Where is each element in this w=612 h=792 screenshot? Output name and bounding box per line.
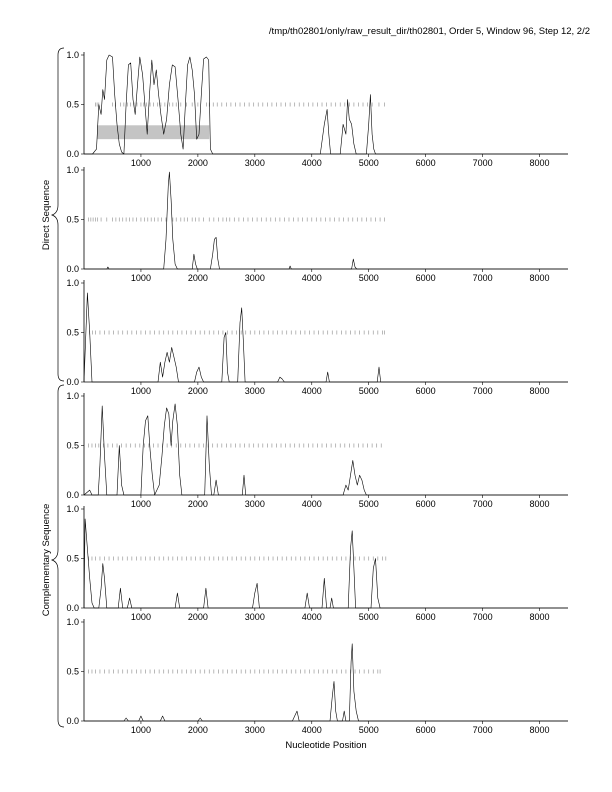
x-tick-label: 7000 — [472, 499, 493, 509]
x-tick-label: 3000 — [244, 499, 265, 509]
y-tick-label: 0.5 — [66, 440, 79, 451]
y-tick-label: 1.0 — [66, 391, 79, 401]
x-tick-label: 3000 — [244, 386, 265, 396]
x-tick-label: 3000 — [244, 612, 265, 622]
panel-3 — [66, 278, 568, 396]
x-tick-label: 5000 — [358, 386, 379, 396]
x-tick-label: 7000 — [472, 158, 493, 168]
y-tick-label: 0.0 — [66, 603, 79, 613]
x-tick-label: 2000 — [187, 158, 208, 168]
y-tick-label: 1.0 — [66, 278, 79, 288]
x-tick-label: 7000 — [472, 612, 493, 622]
x-tick-label: 1000 — [130, 386, 151, 396]
panel-4 — [66, 391, 568, 509]
x-tick-label: 3000 — [244, 158, 265, 168]
y-tick-label: 0.0 — [66, 377, 79, 387]
y-tick-label: 1.0 — [66, 617, 79, 627]
x-tick-label: 5000 — [358, 273, 379, 283]
x-tick-label: 5000 — [358, 612, 379, 622]
y-tick-label: 1.0 — [66, 504, 79, 514]
x-tick-label: 3000 — [244, 273, 265, 283]
direct-group-label: Direct Sequence — [41, 179, 52, 251]
x-tick-label: 6000 — [415, 273, 436, 283]
x-tick-label: 1000 — [130, 158, 151, 168]
y-tick-label: 1.0 — [66, 50, 79, 60]
series-line — [84, 404, 568, 495]
x-tick-label: 6000 — [415, 499, 436, 509]
y-tick-label: 0.5 — [66, 327, 79, 338]
series-line — [84, 644, 568, 721]
x-tick-label: 1000 — [130, 499, 151, 509]
x-tick-label: 5000 — [358, 725, 379, 735]
x-tick-label: 2000 — [187, 273, 208, 283]
x-tick-label: 1000 — [130, 612, 151, 622]
x-tick-label: 4000 — [301, 386, 322, 396]
panel-1 — [66, 50, 568, 168]
y-tick-label: 0.0 — [66, 264, 79, 274]
y-tick-label: 0.5 — [66, 99, 79, 110]
direct-group-brace — [52, 48, 64, 381]
y-tick-label: 0.0 — [66, 149, 79, 159]
x-tick-label: 8000 — [529, 273, 550, 283]
shaded-region — [97, 125, 209, 139]
x-tick-label: 4000 — [301, 273, 322, 283]
series-line — [84, 293, 568, 382]
y-tick-label: 0.5 — [66, 666, 79, 677]
y-tick-label: 0.5 — [66, 553, 79, 564]
y-tick-label: 0.0 — [66, 716, 79, 726]
x-tick-label: 2000 — [187, 386, 208, 396]
y-tick-label: 0.0 — [66, 490, 79, 500]
x-tick-label: 8000 — [529, 612, 550, 622]
page-title: /tmp/th02801/only/raw_result_dir/th02801, Order 5, Window 96, Step 12, 2/2 — [268, 26, 590, 37]
x-tick-label: 6000 — [415, 612, 436, 622]
complementary-group-brace — [52, 385, 64, 727]
x-tick-label: 2000 — [187, 499, 208, 509]
series-line — [84, 172, 568, 269]
y-tick-label: 1.0 — [66, 165, 79, 175]
x-axis-label: Nucleotide Position — [285, 740, 367, 751]
x-tick-label: 7000 — [472, 725, 493, 735]
x-tick-label: 2000 — [187, 725, 208, 735]
x-tick-label: 7000 — [472, 386, 493, 396]
x-tick-label: 4000 — [301, 158, 322, 168]
x-tick-label: 8000 — [529, 725, 550, 735]
x-tick-label: 5000 — [358, 499, 379, 509]
panel-6 — [66, 617, 568, 735]
x-tick-label: 7000 — [472, 273, 493, 283]
x-tick-label: 4000 — [301, 612, 322, 622]
panel-5 — [66, 504, 568, 622]
y-tick-label: 0.5 — [66, 214, 79, 225]
x-tick-label: 8000 — [529, 386, 550, 396]
x-tick-label: 6000 — [415, 725, 436, 735]
x-tick-label: 6000 — [415, 386, 436, 396]
x-tick-label: 5000 — [358, 158, 379, 168]
x-tick-label: 1000 — [130, 273, 151, 283]
chart-panels — [66, 50, 568, 735]
x-tick-label: 8000 — [529, 158, 550, 168]
panel-2 — [66, 165, 568, 283]
x-tick-label: 6000 — [415, 158, 436, 168]
x-tick-label: 4000 — [301, 725, 322, 735]
x-tick-label: 2000 — [187, 612, 208, 622]
complementary-group-label: Complementary Sequence — [41, 503, 52, 617]
x-tick-label: 4000 — [301, 499, 322, 509]
series-line — [84, 519, 568, 608]
x-tick-label: 8000 — [529, 499, 550, 509]
x-tick-label: 3000 — [244, 725, 265, 735]
x-tick-label: 1000 — [130, 725, 151, 735]
